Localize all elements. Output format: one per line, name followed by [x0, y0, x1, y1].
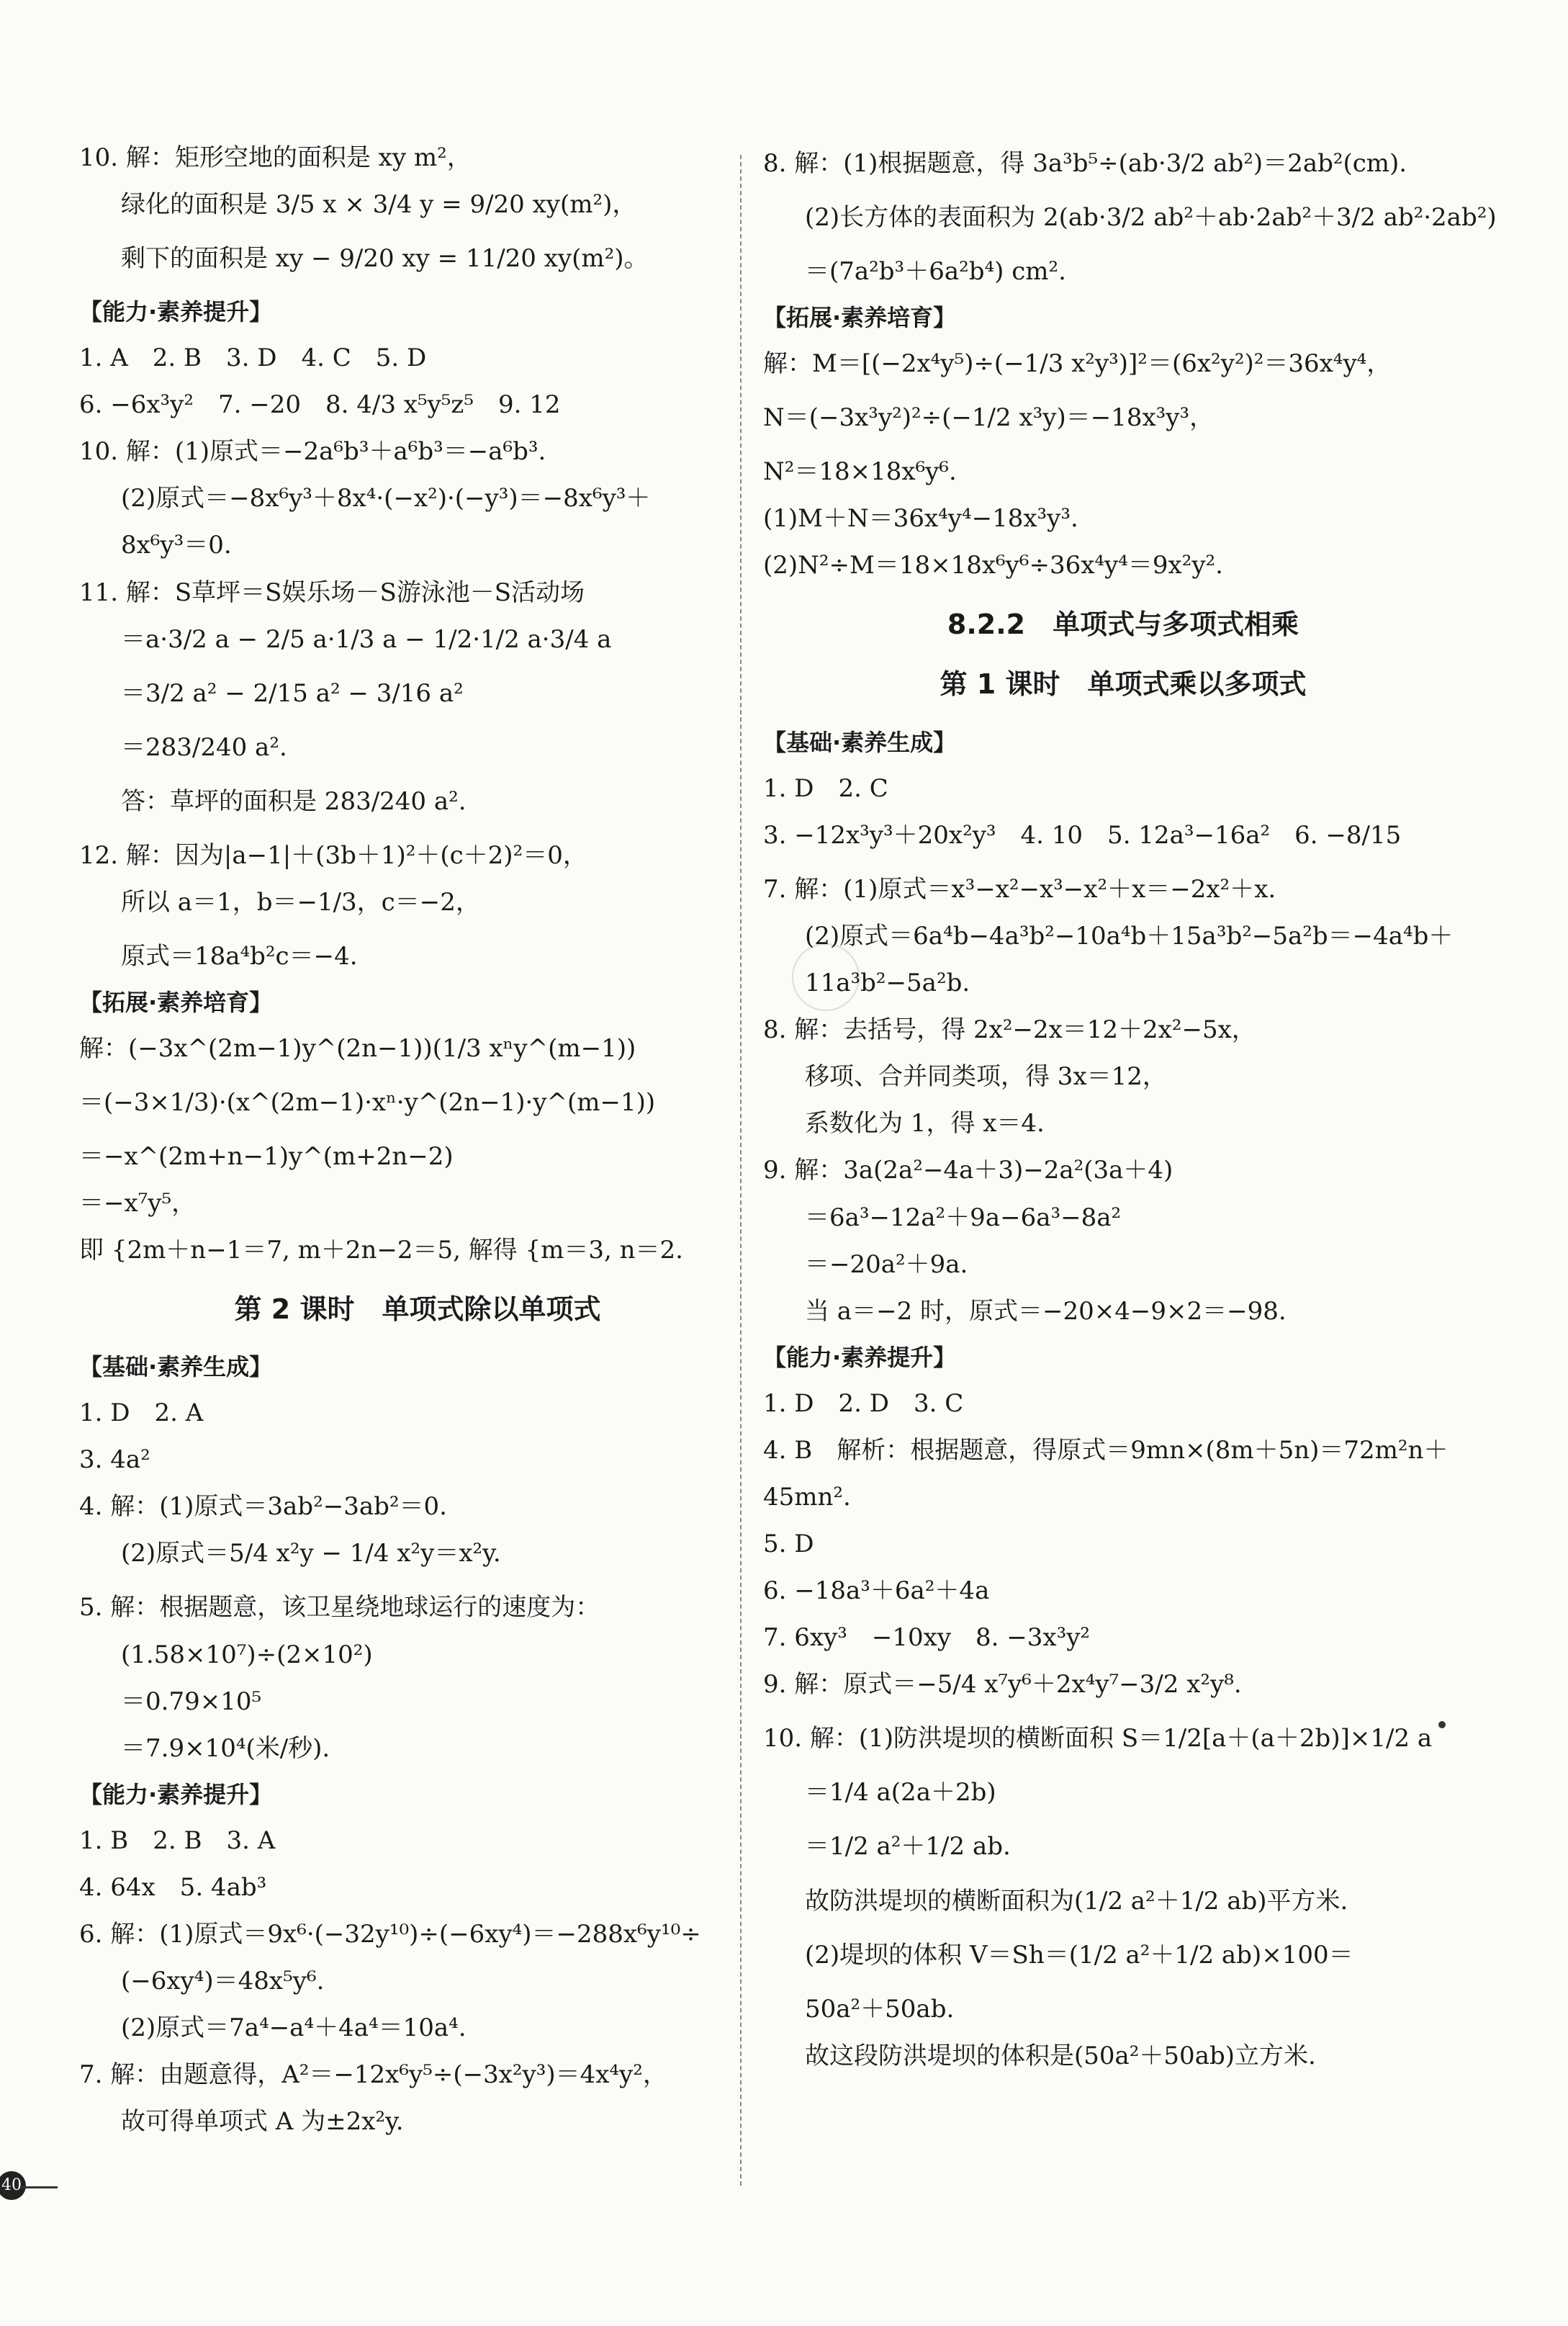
answer-line: ＝3/2 a² − 2/15 a² − 3/16 a²: [121, 678, 464, 708]
answer-line: 1. D 2. A: [79, 1398, 204, 1428]
answer-line: 故防洪堤坝的横断面积为(1/2 a²＋1/2 ab)平方米.: [805, 1886, 1348, 1916]
answer-line: 8. 解：(1)根据题意，得 3a³b⁵÷(ab·3/2 ab²)＝2ab²(cm).: [763, 149, 1407, 178]
answer-line: 1. D 2. C: [763, 773, 888, 803]
answer-line: 所以 a＝1，b＝−1/3，c＝−2，: [121, 888, 480, 917]
answer-line: ＝6a³−12a²＋9a−6a³−8a²: [805, 1203, 1122, 1232]
section-heading: 8.2.2 单项式与多项式相乘: [947, 608, 1299, 640]
answer-line: (2)长方体的表面积为 2(ab·3/2 ab²＋ab·2ab²＋3/2 ab²·2ab²): [805, 203, 1497, 233]
lesson-heading: 第 1 课时 单项式乘以多项式: [940, 668, 1307, 701]
answer-line: (2)堤坝的体积 V＝Sh＝(1/2 a²＋1/2 ab)×100＝: [805, 1940, 1353, 1970]
answer-line: N＝(−3x³y²)²÷(−1/2 x³y)＝−18x³y³，: [763, 403, 1215, 433]
answer-line: ＝−x⁷y⁵，: [79, 1189, 197, 1218]
answer-line: 解：(−3x^(2m−1)y^(2n−1))(1/3 xⁿy^(m−1)): [79, 1034, 636, 1064]
answer-line: ＝1/4 a(2a＋2b): [805, 1778, 996, 1808]
answer-line: 故这段防洪堤坝的体积是(50a²＋50ab)立方米.: [805, 2041, 1316, 2070]
answer-line: 8x⁶y³＝0.: [121, 531, 232, 560]
answer-line: ＝283/240 a².: [121, 732, 287, 762]
answer-line: 9. 解：3a(2a²−4a＋3)−2a²(3a＋4): [763, 1156, 1173, 1185]
answer-line: (2)原式＝−8x⁶y³＋8x⁴·(−x²)·(−y³)＝−8x⁶y³＋: [121, 484, 651, 513]
answer-line: 9. 解：原式＝−5/4 x⁷y⁶＋2x⁴y⁷−3/2 x²y⁸.: [763, 1670, 1242, 1699]
answer-line: 4. 64x 5. 4ab³: [79, 1872, 267, 1902]
answer-line: 12. 解：因为|a−1|＋(3b＋1)²＋(c＋2)²＝0，: [79, 841, 587, 871]
answer-line: 10. 解：矩形空地的面积是 xy m²，: [79, 143, 472, 172]
answer-line: 6. −18a³＋6a²＋4a: [763, 1576, 990, 1606]
answer-line: 4. B 解析：根据题意，得原式＝9mn×(8m＋5n)＝72m²n＋: [763, 1435, 1448, 1465]
answer-line: 50a²＋50ab.: [805, 1994, 955, 2024]
section-label: 【基础·素养生成】: [763, 728, 957, 756]
page-number-rule: [22, 2186, 58, 2188]
answer-line: 11. 解：S草坪＝S娱乐场－S游泳池－S活动场: [79, 578, 585, 607]
answer-line: ＝7.9×10⁴(米/秒).: [121, 1733, 330, 1763]
answer-line: 3. 4a²: [79, 1445, 150, 1475]
answer-line: (2)原式＝6a⁴b−4a³b²−10a⁴b＋15a³b²−5a²b＝−4a⁴b＋: [805, 922, 1454, 951]
answer-line: ＝0.79×10⁵: [121, 1687, 262, 1716]
answer-line: ＝−x^(2m+n−1)y^(m+2n−2): [79, 1142, 454, 1172]
answer-line: 1. D 2. D 3. C: [763, 1388, 964, 1418]
answer-line: 4. 解：(1)原式＝3ab²−3ab²＝0.: [79, 1492, 447, 1522]
answer-line: 7. 解：由题意得，A²＝−12x⁶y⁵÷(−3x²y³)＝4x⁴y²，: [79, 2060, 667, 2090]
section-label: 【拓展·素养培育】: [79, 989, 273, 1017]
answer-line: 5. D: [763, 1529, 814, 1558]
answer-line: 10. 解：(1)原式＝−2a⁶b³＋a⁶b³＝−a⁶b³.: [79, 437, 546, 467]
answer-line: 6. −6x³y² 7. −20 8. 4/3 x⁵y⁵z⁵ 9. 12: [79, 390, 561, 420]
answer-line: 解：M＝[(−2x⁴y⁵)÷(−1/3 x²y³)]²＝(6x²y²)²＝36x⁴y⁴，: [763, 349, 1392, 379]
answer-line: 11a³b²−5a²b.: [805, 969, 970, 998]
right-column: [763, 144, 1497, 2089]
answer-line: 6. 解：(1)原式＝9x⁶·(−32y¹⁰)÷(−6xy⁴)＝−288x⁶y¹⁰÷: [79, 1919, 701, 1949]
answer-line: 1. B 2. B 3. A: [79, 1826, 276, 1855]
section-label: 【基础·素养生成】: [79, 1353, 273, 1381]
answer-line: 10. 解：(1)防洪堤坝的横断面积 S＝1/2[a＋(a＋2b)]×1/2 a: [763, 1724, 1433, 1754]
answer-line: 剩下的面积是 xy − 9/20 xy = 11/20 xy(m²)。: [121, 244, 649, 274]
section-label: 【拓展·素养培育】: [763, 304, 957, 332]
answer-line: (2)原式＝5/4 x²y − 1/4 x²y＝x²y.: [121, 1539, 501, 1568]
answer-line: 8. 解：去括号，得 2x²−2x＝12＋2x²−5x，: [763, 1015, 1256, 1045]
answer-line: 即 {2m＋n−1＝7, m＋2n−2＝5, 解得 {m＝3, n＝2.: [79, 1236, 683, 1265]
answer-line: ＝a·3/2 a − 2/5 a·1/3 a − 1/2·1/2 a·3/4 a: [121, 624, 612, 654]
answer-line: 45mn².: [763, 1482, 851, 1512]
answer-line: ＝(−3×1/3)·(x^(2m−1)·xⁿ·y^(2n−1)·y^(m−1)): [79, 1088, 656, 1118]
section-label: 【能力·素养提升】: [79, 298, 273, 326]
answer-line: 系数化为 1，得 x＝4.: [805, 1109, 1045, 1139]
left-column: [79, 144, 756, 2155]
answer-line: N²＝18×18x⁶y⁶.: [763, 457, 957, 487]
lesson-heading: 第 2 课时 单项式除以单项式: [234, 1293, 601, 1325]
section-label: 【能力·素养提升】: [763, 1343, 957, 1371]
answer-line: 7. 6xy³ −10xy 8. −3x³y²: [763, 1623, 1091, 1653]
answer-line: 绿化的面积是 3/5 x × 3/4 y = 9/20 xy(m²)，: [121, 190, 637, 220]
answer-line: ＝−20a²＋9a.: [805, 1249, 968, 1279]
answer-line: 移项、合并同类项，得 3x＝12，: [805, 1062, 1167, 1092]
section-label: 【能力·素养提升】: [79, 1780, 273, 1808]
answer-line: (1)M＋N＝36x⁴y⁴−18x³y³.: [763, 504, 1078, 534]
answer-line: (2)原式＝7a⁴−a⁴＋4a⁴＝10a⁴.: [121, 2013, 467, 2042]
answer-line: ＝(7a²b³＋6a²b⁴) cm².: [805, 257, 1066, 287]
answer-line: (−6xy⁴)＝48x⁵y⁶.: [121, 1966, 325, 1995]
answer-line: 答：草坪的面积是 283/240 a².: [121, 786, 467, 816]
answer-line: 5. 解：根据题意，该卫星绕地球运行的速度为：: [79, 1593, 600, 1622]
answer-line: 故可得单项式 A 为±2x²y.: [121, 2107, 404, 2137]
page-number: 40: [0, 2171, 26, 2200]
answer-line: 原式＝18a⁴b²c＝−4.: [121, 942, 358, 971]
answer-line: 3. −12x³y³＋20x²y³ 4. 10 5. 12a³−16a² 6. −8/15: [763, 820, 1402, 850]
answer-line: (2)N²÷M＝18×18x⁶y⁶÷36x⁴y⁴＝9x²y².: [763, 551, 1223, 580]
answer-line: 7. 解：(1)原式＝x³−x²−x³−x²＋x＝−2x²＋x.: [763, 874, 1276, 904]
answer-line: 1. A 2. B 3. D 4. C 5. D: [79, 343, 427, 373]
answer-line: ＝1/2 a²＋1/2 ab.: [805, 1832, 1011, 1862]
answer-line: (1.58×10⁷)÷(2×10²): [121, 1640, 373, 1669]
answer-line: 当 a＝−2 时，原式＝−20×4−9×2＝−98.: [805, 1296, 1287, 1326]
